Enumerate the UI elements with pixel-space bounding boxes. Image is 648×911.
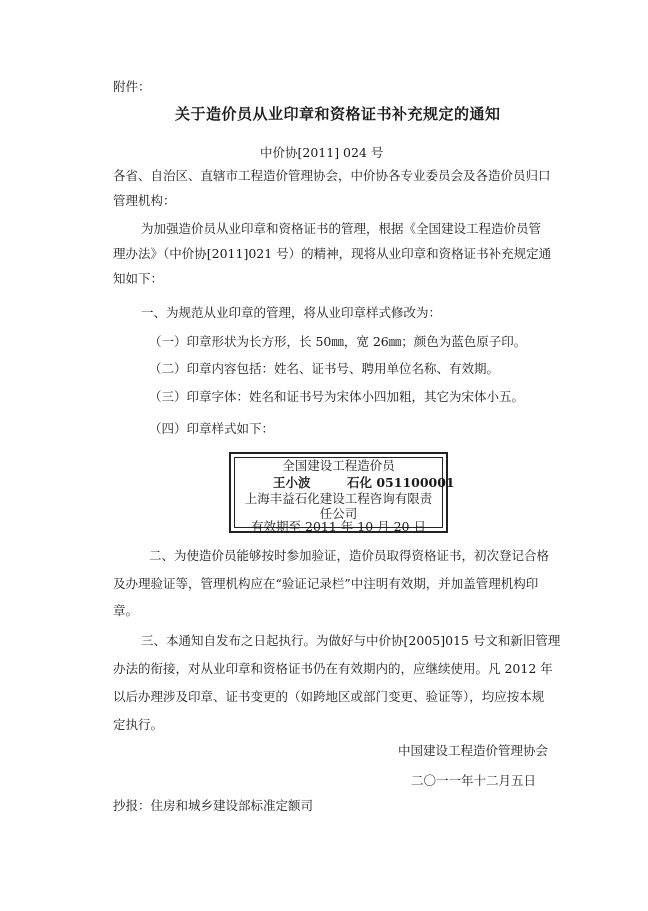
- seal-company-line-1: 上海丰益石化建设工程咨询有限责: [244, 491, 433, 506]
- recipients-line-1: 各省、自治区、直辖市工程造价管理协会，中价协各专业委员会及各造价员归口: [113, 168, 551, 183]
- recipients-line-2: 管理机构：: [113, 193, 176, 208]
- section-3-line-2: 办法的衔接，对从业印章和资格证书仍在有效期内的，应继续使用。凡 2012 年: [113, 661, 553, 676]
- seal-certificate-number: 石化 051100001: [347, 475, 455, 490]
- signature-date: 二〇一一年十二月五日: [411, 773, 537, 788]
- intro-line-2: 理办法》（中价协[2011]021 号）的精神，现将从业印章和资格证书补充规定通: [113, 246, 552, 261]
- section-1-item-1: （一）印章形状为长方形，长 50㎜，宽 26㎜；颜色为蓝色原子印。: [149, 334, 527, 349]
- seal-title: 全国建设工程造价员: [282, 458, 395, 473]
- seal-inner-border: [234, 457, 455, 534]
- document-title: 关于造价员从业印章和资格证书补充规定的通知: [175, 105, 501, 123]
- intro-line-1: 为加强造价员从业印章和资格证书的管理，根据《全国建设工程造价员管: [141, 221, 542, 236]
- attachment-label: 附件：: [113, 79, 151, 94]
- seal-holder-name: 王小波: [273, 475, 311, 490]
- intro-line-3: 知如下：: [113, 271, 164, 286]
- seal-company-line-2: 任公司: [319, 506, 358, 521]
- section-3-line-1: 三、本通知自发布之日起执行。为做好与中价协[2005]015 号文和新旧管理: [141, 633, 561, 648]
- cc-line: 抄报：住房和城乡建设部标准定额司: [113, 798, 314, 813]
- section-1-heading: 一、为规范从业印章的管理，将从业印章样式修改为：: [141, 305, 442, 320]
- section-3-line-3: 以后办理涉及印章、证书变更的（如跨地区或部门变更、验证等），均应按本规: [113, 689, 545, 704]
- signature-organization: 中国建设工程造价管理协会: [398, 743, 549, 758]
- seal-validity: 有效期至 2011 年 10 月 20 日: [251, 519, 426, 534]
- section-1-item-4: （四）印章样式如下：: [149, 421, 275, 436]
- section-2-line-3: 章。: [113, 603, 139, 618]
- document-number: 中价协[2011] 024 号: [260, 145, 384, 160]
- seal-sample: [229, 452, 455, 534]
- section-3-line-4: 定执行。: [113, 717, 164, 732]
- section-2-line-2: 及办理验证等，管理机构应在“验证记录栏”中注明有效期，并加盖管理机构印: [113, 576, 539, 591]
- section-1-item-3: （三）印章字体：姓名和证书号为宋体小四加粗，其它为宋体小五。: [149, 389, 525, 404]
- section-1-item-2: （二）印章内容包括：姓名、证书号、聘用单位名称、有效期。: [149, 361, 500, 376]
- section-2-line-1: 二、为使造价员能够按时参加验证，造价员取得资格证书，初次登记合格: [149, 548, 550, 563]
